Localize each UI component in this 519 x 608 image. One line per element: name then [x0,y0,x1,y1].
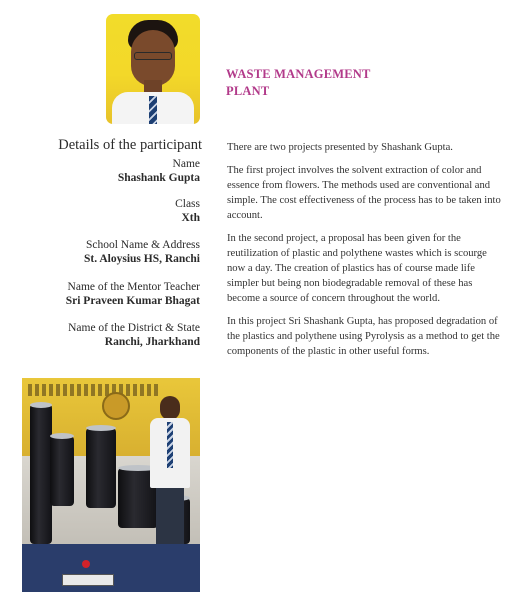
field-school [20,238,200,266]
project-title-line-2: PLANT [226,84,270,98]
field-mentor-label: Name of the Mentor Teacher [67,281,200,293]
participant-portrait-photo [106,14,200,124]
field-class-label: Class [175,198,200,210]
field-district [20,321,200,349]
field-class [20,197,200,225]
field-school-label: School Name & Address [85,239,200,251]
field-name-value: Shashank Gupta [117,172,200,184]
field-district-value: Ranchi, Jharkhand [104,336,200,348]
field-school-value: St. Aloysius HS, Ranchi [84,253,200,265]
project-title-line-1: WASTE MANAGEMENT [226,67,371,81]
project-description [227,140,502,367]
field-district-label: Name of the District & State [68,322,200,334]
paragraph: In the second project, a proposal has been given for the reutilization of plastic and polythene wastes which is scourge now a day. The creation of plastics has of course made life simpler but being non biodegradable removal of these has become a source of concern throughout the world. [227,233,487,304]
field-mentor [20,280,200,308]
field-mentor-value: Sri Praveen Kumar Bhagat [65,295,200,307]
field-name [20,157,200,185]
paragraph: In this project Sri Shashank Gupta, has proposed degradation of the plastics and polythene using Pyrolysis as a method to get the components of the plastic in other useful forms. [227,316,500,357]
paragraph: There are two projects presented by Shashank Gupta. [227,142,453,153]
project-exhibit-photo [22,378,200,592]
paragraph: The first project involves the solvent extraction of color and essence from flowers. The methods used are conventional and simple. The cost effectiveness of the process has to be taken into account. [227,165,501,221]
details-heading: Details of the participant [58,137,202,153]
field-class-value: Xth [181,212,200,224]
field-name-label: Name [172,158,200,170]
project-title [226,66,371,100]
